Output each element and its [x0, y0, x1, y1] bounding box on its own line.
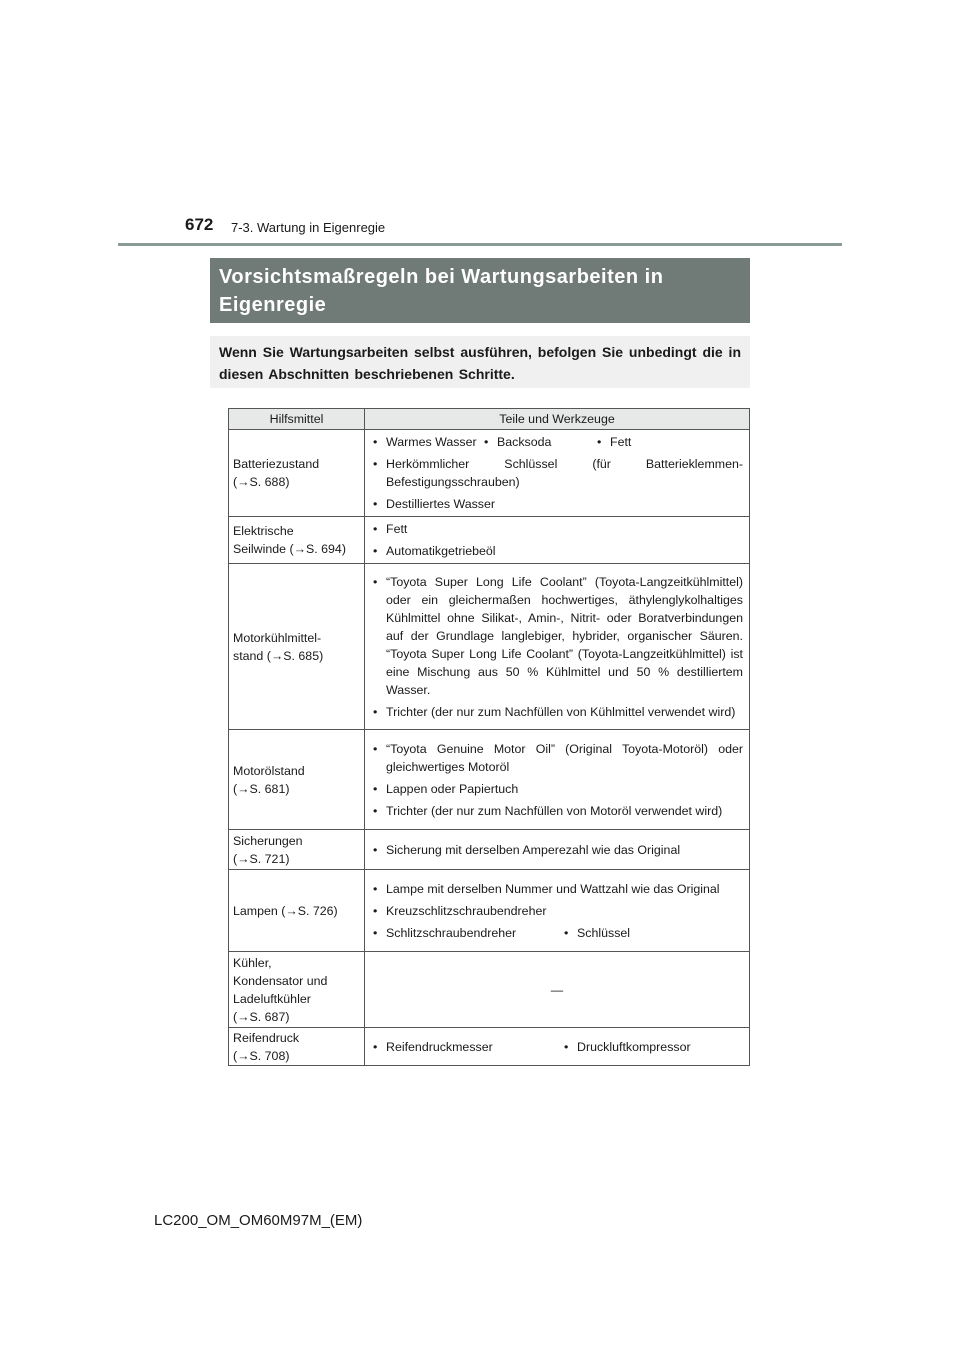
list-item: • Kreuzschlitzschraubendreher	[373, 902, 743, 920]
item-list	[373, 740, 743, 820]
list-item: • Trichter (der nur zum Nachfüllen von Motoröl verwendet wird)	[373, 802, 743, 820]
aid-cell	[229, 952, 365, 1028]
aid-line: (→S. 721)	[233, 851, 290, 866]
aid-cell	[229, 830, 365, 870]
aid-cell	[229, 730, 365, 830]
aid-line: Motorkühlmittel-	[233, 630, 322, 645]
list-item: • Herkömmlicher Schlüssel (für Batterieklemmen-Befestigungsschrauben)	[373, 455, 743, 491]
item-list	[373, 880, 743, 920]
header-parts: Teile und Werkzeuge	[365, 409, 750, 430]
aid-line: Reifendruck	[233, 1030, 300, 1045]
item-list	[373, 455, 743, 513]
aid-line: Motorölstand	[233, 763, 305, 778]
document-code: LC200_OM_OM60M97M_(EM)	[154, 1212, 363, 1229]
inline-items	[373, 433, 743, 451]
list-item: • Lampe mit derselben Nummer und Wattzahl wie das Original	[373, 880, 743, 898]
table-row	[229, 730, 750, 830]
table-row	[229, 1028, 750, 1066]
list-item: • Lappen oder Papiertuch	[373, 780, 743, 798]
items-cell	[365, 730, 750, 830]
list-item: • Sicherung mit derselben Amperezahl wie das Original	[373, 841, 743, 859]
inline-item: • Backsoda	[484, 433, 597, 451]
table-row	[229, 517, 750, 564]
list-item: • “Toyota Super Long Life Coolant” (Toyota-Langzeitkühlmittel) oder ein gleichermaßen hochwertiges, äthylenglykolhaltiges Kühlmittel ohne Silikat-, Amin-, Nitrit- oder Boratverbindungen auf der Grundlage langlebiger, hybrider, organischer Säuren. “Toyota Super Long Life Coolant” (Toyota-Langzeitkühlmittel) ist eine Mischung aus 50 % Kühlmittel und 50 % destilliertem Wasser.	[373, 573, 743, 699]
table-header-row	[229, 409, 750, 430]
tools-table	[228, 408, 750, 1066]
items-cell	[365, 952, 750, 1028]
list-item: • Trichter (der nur zum Nachfüllen von Kühlmittel verwendet wird)	[373, 703, 743, 721]
inline-item: • Schlüssel	[564, 924, 630, 942]
list-item: • Automatikgetriebeöl	[373, 542, 743, 560]
items-cell	[365, 564, 750, 730]
section-label: 7-3. Wartung in Eigenregie	[231, 220, 386, 235]
aid-line: (→S. 708)	[233, 1048, 290, 1063]
inline-item: • Reifendruckmesser	[373, 1038, 564, 1056]
not-applicable-dash: —	[550, 982, 564, 997]
inline-item: • Fett	[597, 433, 631, 451]
inline-item: • Druckluftkompressor	[564, 1038, 691, 1056]
aid-line: Elektrische	[233, 524, 294, 538]
table-row	[229, 830, 750, 870]
items-cell	[365, 1028, 750, 1066]
intro-text: Wenn Sie Wartungsarbeiten selbst ausführen, befolgen Sie unbedingt die in diesen Abschnitten beschriebenen Schritte.	[210, 336, 750, 388]
table-row	[229, 430, 750, 517]
aid-cell	[229, 564, 365, 730]
aid-line: Seilwinde (→S. 694)	[233, 542, 346, 556]
aid-cell	[229, 1028, 365, 1066]
page-number: 672	[185, 215, 214, 234]
table-row	[229, 564, 750, 730]
table-row	[229, 952, 750, 1028]
items-cell	[365, 830, 750, 870]
table-row	[229, 870, 750, 952]
aid-line: (→S. 681)	[233, 781, 290, 796]
aid-line: Batteriezustand	[233, 457, 320, 471]
list-item: • Destilliertes Wasser	[373, 495, 743, 513]
items-cell	[365, 870, 750, 952]
page-title: Vorsichtsmaßregeln bei Wartungsarbeiten in Eigenregie	[210, 258, 750, 323]
list-item: • Fett	[373, 520, 743, 538]
aid-line: Lampen (→S. 726)	[233, 903, 338, 918]
aid-line: Sicherungen	[233, 833, 303, 848]
aid-line: stand (→S. 685)	[233, 648, 324, 663]
items-cell	[365, 430, 750, 517]
aid-cell	[229, 430, 365, 517]
inline-items	[373, 1038, 743, 1056]
aid-line: (→S. 687)	[233, 1009, 290, 1024]
item-list	[373, 520, 743, 560]
aid-line: Kühler,	[233, 955, 272, 970]
header-aids: Hilfsmittel	[229, 409, 365, 430]
header-rule	[118, 243, 842, 246]
aid-cell	[229, 870, 365, 952]
aid-line: Ladeluftkühler	[233, 991, 311, 1006]
inline-item: • Warmes Wasser	[373, 433, 484, 451]
list-item: • “Toyota Genuine Motor Oil” (Original Toyota-Motoröl) oder gleichwertiges Motoröl	[373, 740, 743, 776]
aid-line: Kondensator und	[233, 973, 328, 988]
item-list	[373, 841, 743, 859]
items-cell	[365, 517, 750, 564]
aid-cell	[229, 517, 365, 564]
inline-items	[373, 924, 743, 942]
inline-item: • Schlitzschraubendreher	[373, 924, 564, 942]
item-list	[373, 573, 743, 721]
aid-line: (→S. 688)	[233, 475, 290, 489]
